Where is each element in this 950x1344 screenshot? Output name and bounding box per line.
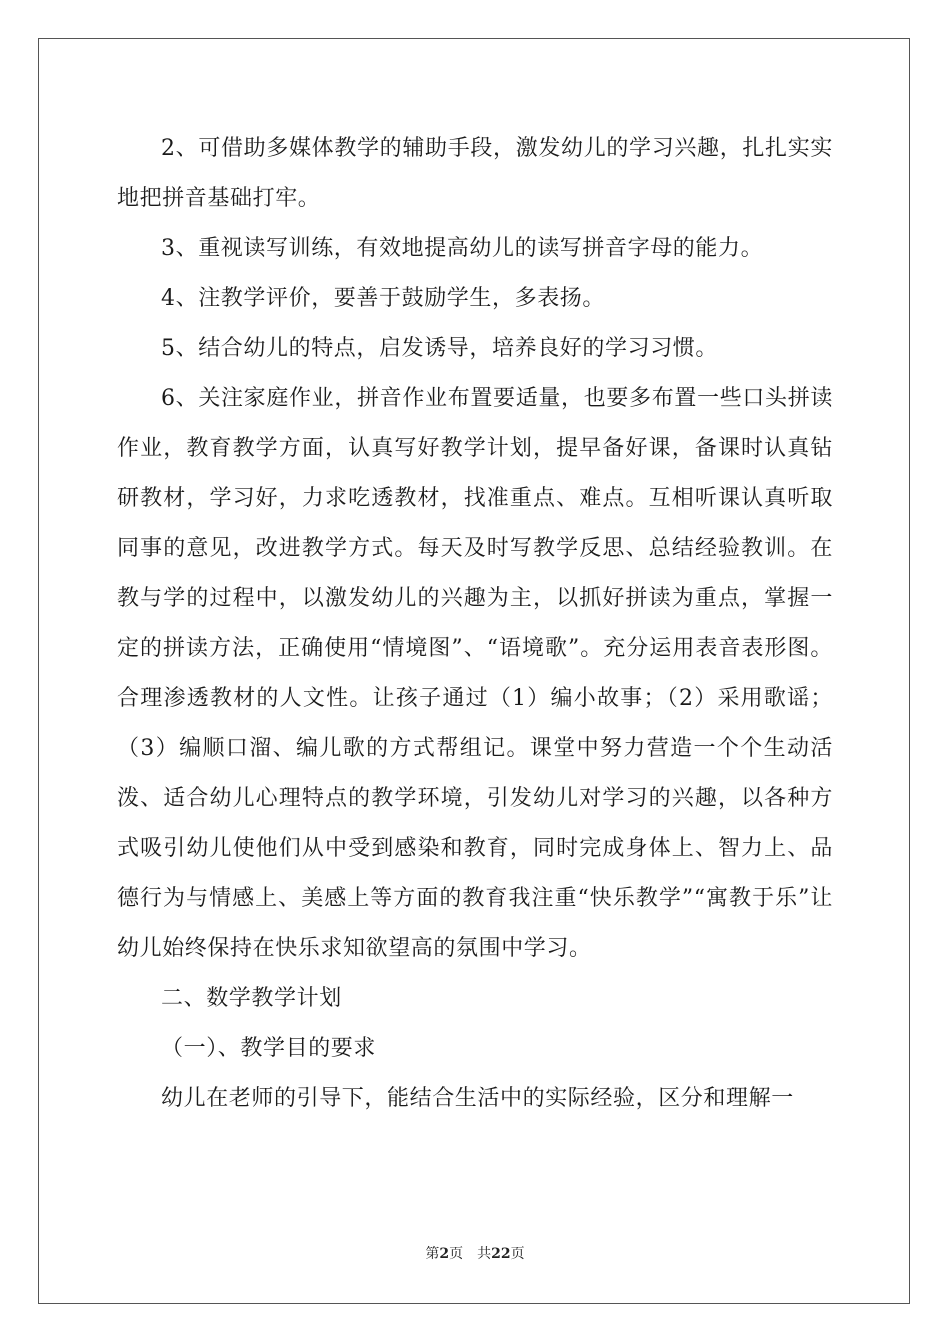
paragraph: 6、关注家庭作业，拼音作业布置要适量，也要多布置一些口头拼读作业，教育教学方面，认真写好教学计划，提早备好课，备课时认真钻研教材，学习好，力求吃透教材，找准重点、难点。互相听课认真听取同事的意见，改进教学方式。每天及时写教学反思、总结经验教训。在教与学的过程中，以激发幼儿的兴趣为主，以抓好拼读为重点，掌握一定的拼读方法，正确使用“情境图”、“语境歌”。充分运用表音表形图。合理渗透教材的人文性。让孩子通过（1）编小故事；（2）采用歌谣；（3）编顺口溜、编儿歌的方式帮组记。课堂中努力营造一个个生动活泼、适合幼儿心理特点的教学环境，引发幼儿对学习的兴趣，以各种方式吸引幼儿使他们从中受到感染和教育，同时完成身体上、智力上、品德行为与情感上、美感上等方面的教育我注重“快乐教学”“寓教于乐”让幼儿始终保持在快乐求知欲望高的氛围中学习。: [117, 386, 833, 961]
footer-total-unit: 页: [510, 1246, 525, 1262]
paragraph: 4、注教学评价，要善于鼓励学生，多表扬。: [161, 286, 605, 311]
current-page-number: 2: [439, 1246, 450, 1262]
paragraph: 幼儿在老师的引导下，能结合生活中的实际经验，区分和理解一: [161, 1086, 794, 1111]
document-body: [117, 124, 833, 1124]
footer-prefix: 第: [425, 1246, 440, 1262]
paragraph: 3、重视读写训练，有效地提高幼儿的读写拼音字母的能力。: [161, 236, 764, 261]
section-heading: 二、数学教学计划: [161, 986, 342, 1011]
subsection-heading: （一）、教学目的要求: [161, 1036, 377, 1061]
page-footer: [0, 1244, 950, 1264]
paragraph: 5、结合幼儿的特点，启发诱导，培养良好的学习习惯。: [161, 336, 718, 361]
footer-page-unit: 页: [449, 1246, 464, 1262]
total-page-count: 22: [491, 1246, 511, 1262]
footer-total-prefix: 共: [477, 1246, 492, 1262]
paragraph: 2、可借助多媒体教学的辅助手段，激发幼儿的学习兴趣，扎扎实实地把拼音基础打牢。: [117, 136, 833, 211]
